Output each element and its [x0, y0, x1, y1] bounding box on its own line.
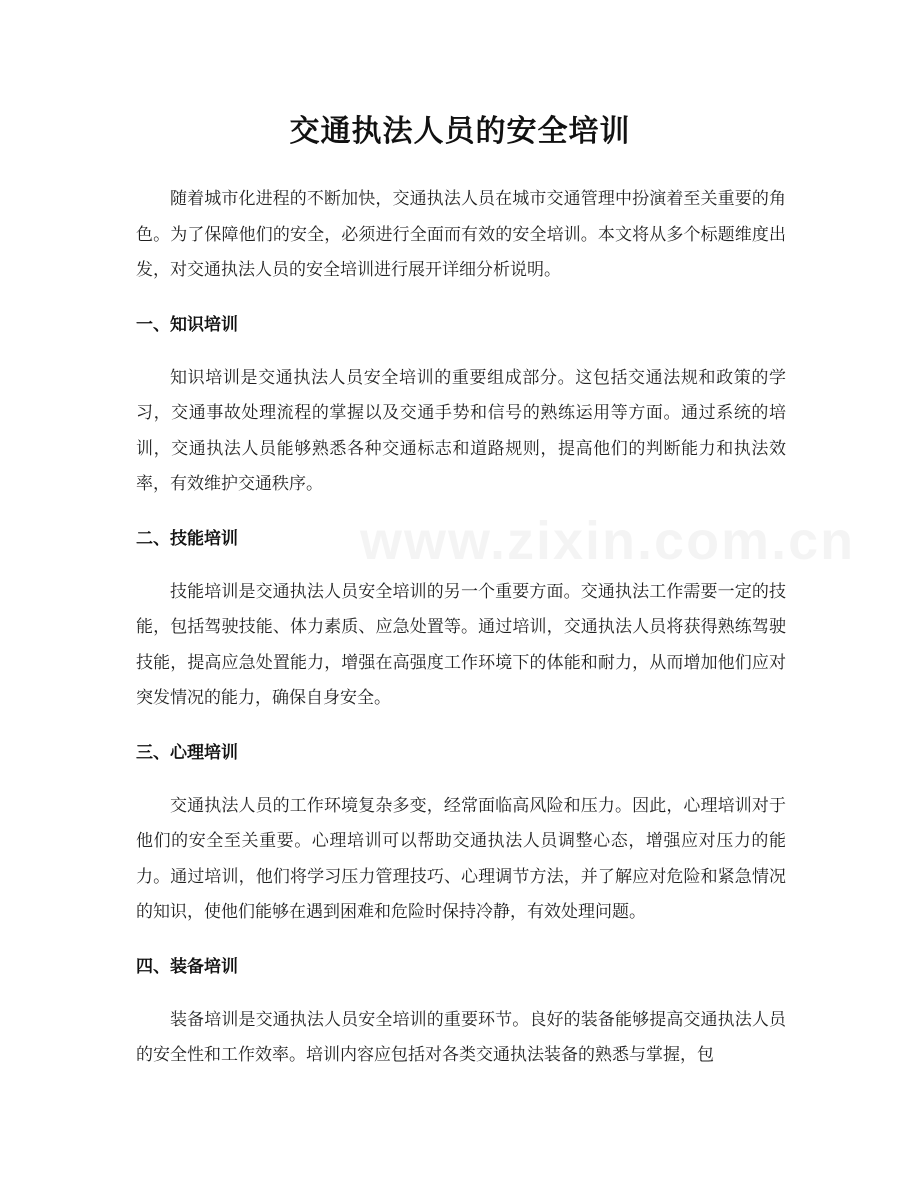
- section-heading-psychology: 三、心理培训: [136, 742, 238, 763]
- section-body-psychology: 交通执法人员的工作环境复杂多变，经常面临高风险和压力。因此，心理培训对于他们的安全至关重要。心理培训可以帮助交通执法人员调整心态，增强应对压力的能力。通过培训，他们将学习压力管理技巧、心理调节方法，并了解应对危险和紧急情况的知识，使他们能够在遇到困难和危险时保持冷静，有效处理问题。: [136, 795, 786, 922]
- section-body-skills: 技能培训是交通执法人员安全培训的另一个重要方面。交通执法工作需要一定的技能，包括驾驶技能、体力素质、应急处置等。通过培训，交通执法人员将获得熟练驾驶技能，提高应急处置能力，增强在高强度工作环境下的体能和耐力，从而增加他们应对突发情况的能力，确保自身安全。: [136, 581, 786, 708]
- document-body: [136, 182, 786, 1074]
- section-heading-knowledge: 一、知识培训: [136, 314, 238, 335]
- section-heading-equipment: 四、装备培训: [136, 956, 238, 977]
- intro-paragraph: 随着城市化进程的不断加快，交通执法人员在城市交通管理中扮演着至关重要的角色。为了保障他们的安全，必须进行全面而有效的安全培训。本文将从多个标题维度出发，对交通执法人员的安全培训进行展开详细分析说明。: [136, 189, 786, 280]
- section-body-equipment: 装备培训是交通执法人员安全培训的重要环节。良好的装备能够提高交通执法人员的安全性和工作效率。培训内容应包括对各类交通执法装备的熟悉与掌握，包: [136, 1009, 786, 1065]
- section-heading-skills: 二、技能培训: [136, 528, 238, 549]
- section-body-knowledge: 知识培训是交通执法人员安全培训的重要组成部分。这包括交通法规和政策的学习，交通事故处理流程的掌握以及交通手势和信号的熟练运用等方面。通过系统的培训，交通执法人员能够熟悉各种交通标志和道路规则，提高他们的判断能力和执法效率，有效维护交通秩序。: [136, 367, 786, 494]
- document-title: 交通执法人员的安全培训: [289, 114, 631, 149]
